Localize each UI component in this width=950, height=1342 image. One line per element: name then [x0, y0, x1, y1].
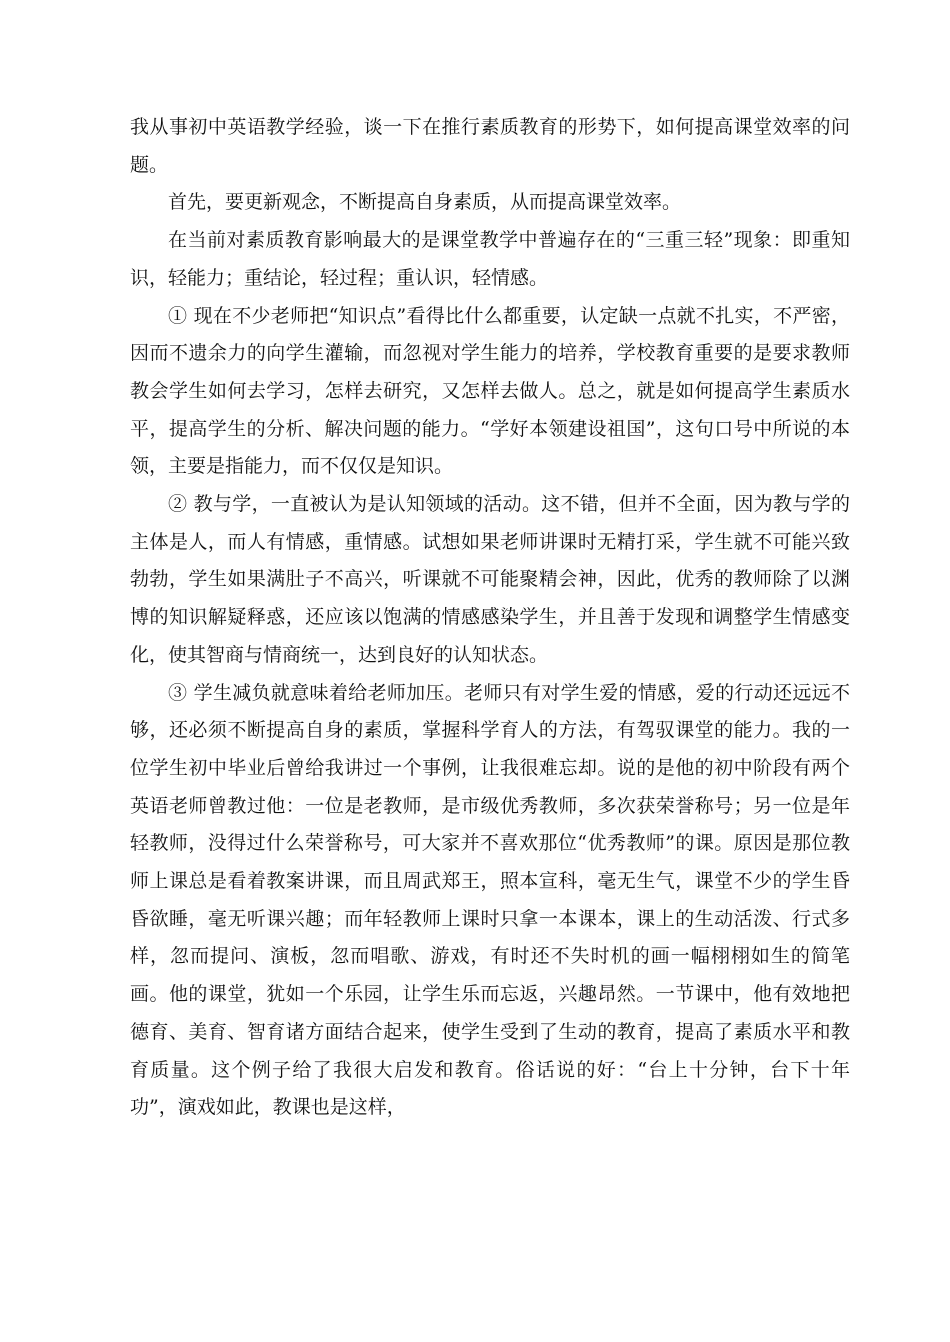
paragraph-item-3: ③ 学生减负就意味着给老师加压。老师只有对学生爱的情感，爱的行动还远远不够，还必须不断提高自身的素质，掌握科学育人的方法，有驾驭课堂的能力。我的一位学生初中毕业后曾给我讲过一个事例，让我很难忘却。说的是他的初中阶段有两个英语老师曾教过他：一位是老教师，是市级优秀教师，多次获荣誉称号；另一位是年轻教师，没得过什么荣誉称号，可大家并不喜欢那位“优秀教师”的课。原因是那位教师上课总是看着教案讲课，而且周武郑王，照本宣科，毫无生气，课堂不少的学生昏昏欲睡，毫无听课兴趣；而年轻教师上课时只拿一本课本，课上的生动活泼、行式多样，忽而提问、演板，忽而唱歌、游戏，有时还不失时机的画一幅栩栩如生的简笔画。他的课堂，犹如一个乐园，让学生乐而忘返，兴趣昂然。一节课中，他有效地把德育、美育、智育诸方面结合起来，使学生受到了生动的教育，提高了素质水平和教育质量。这个例子给了我很大启发和教育。俗话说的好：“台上十分钟，台下十年功”，演戏如此，教课也是这样，: [130, 681, 850, 1119]
paragraph-first-point: 首先，要更新观念，不断提高自身素质，从而提高课堂效率。: [168, 191, 682, 214]
paragraph-intro: 我从事初中英语教学经验，谈一下在推行素质教育的形势下，如何提高课堂效率的问题。: [130, 116, 850, 176]
paragraph-three-heavy-three-light: 在当前对素质教育影响最大的是课堂教学中普遍存在的“三重三轻”现象：即重知识，轻能力；重结论，轻过程；重认识，轻情感。: [130, 229, 850, 289]
paragraph-item-1: ① 现在不少老师把“知识点”看得比什么都重要，认定缺一点就不扎实，不严密，因而不遗余力的向学生灌输，而忽视对学生能力的培养，学校教育重要的是要求教师教会学生如何去学习，怎样去研究，又怎样去做人。总之，就是如何提高学生素质水平，提高学生的分析、解决问题的能力。“学好本领建设祖国”，这句口号中所说的本领，主要是指能力，而不仅仅是知识。: [130, 304, 850, 478]
paragraph-item-2: ② 教与学，一直被认为是认知领域的活动。这不错，但并不全面，因为教与学的主体是人，而人有情感，重情感。试想如果老师讲课时无精打采，学生就不可能兴致勃勃，学生如果满肚子不高兴，听课就不可能聚精会神，因此，优秀的教师除了以渊博的知识解疑释惑，还应该以饱满的情感感染学生，并且善于发现和调整学生情感变化，使其智商与情商统一，达到良好的认知状态。: [130, 493, 850, 666]
